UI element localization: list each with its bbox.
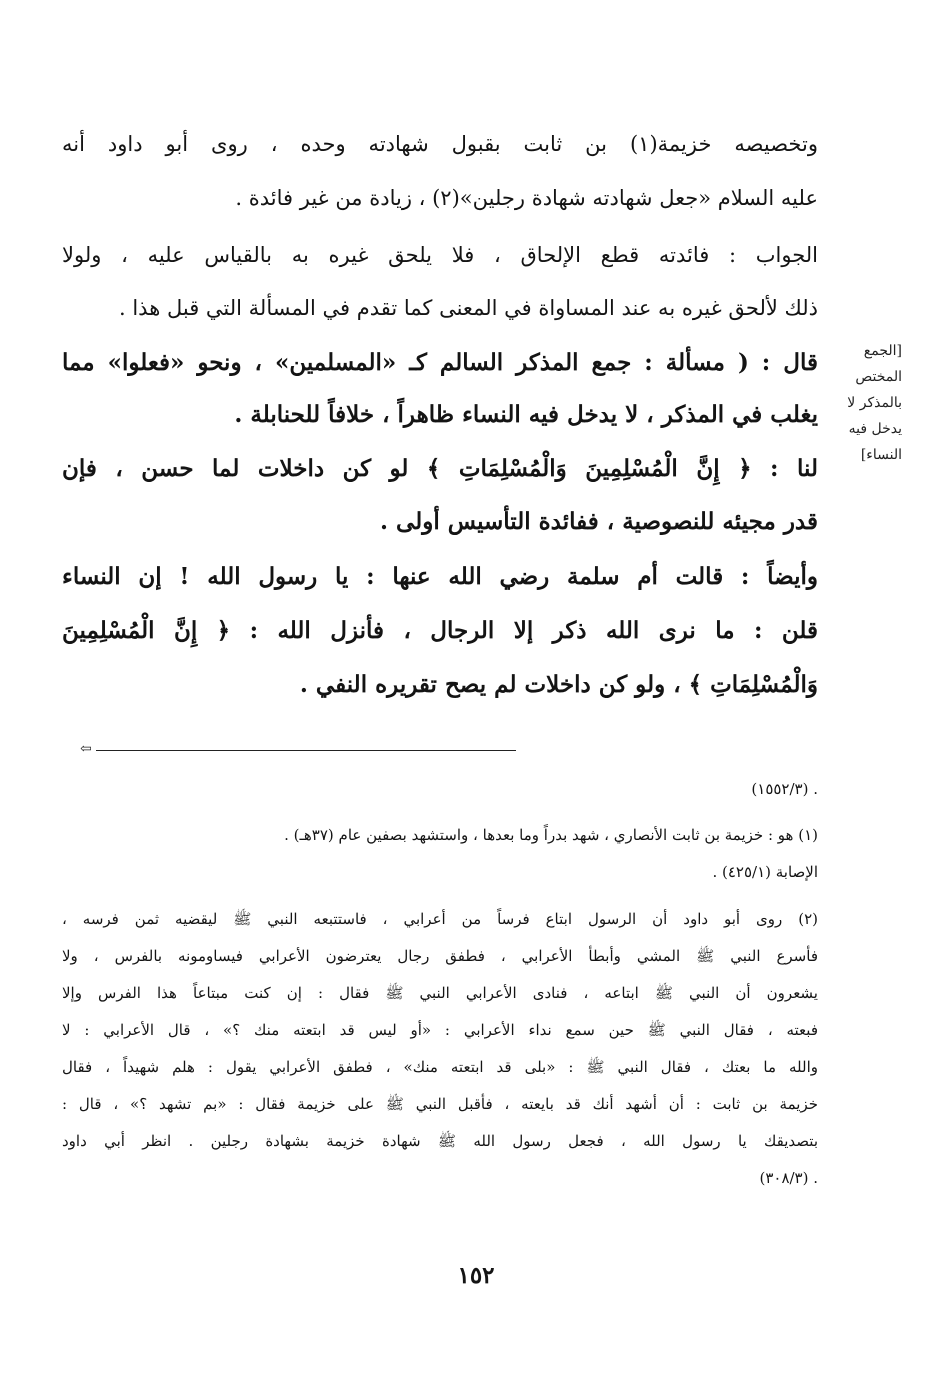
argument-line: وأيضاً : قالت أم سلمة رضي الله عنها : يا رسول الله ! إن النساء [62, 563, 818, 590]
margin-note-line: [الجمع [863, 343, 902, 359]
body-line: ذلك لألحق غيره به عند المساواة في المعنى كما تقدم في المسألة التي قبل هذا . [119, 296, 818, 320]
body-line: عليه السلام «جعل شهادته شهادة رجلين»(٢) ، زيادة من غير فائدة . [235, 186, 818, 210]
footnote-line: والله ما بعتك ، فقال النبي ﷺ : «بلى قد ابتعته منك» ، فطفق الأعرابي يقول : هلم شهيداً ، فقال [62, 1058, 818, 1076]
argument-line: قلن : ما نرى الله ذكر إلا الرجال ، فأنزل الله : ﴿ إِنَّ الْمُسْلِمِينَ [62, 617, 818, 644]
body-line: الجواب : فائدته قطع الإلحاق ، فلا يلحق غيره به بالقياس عليه ، ولولا [62, 243, 818, 267]
footnote-line: (١) هو : خزيمة بن ثابت الأنصاري ، شهد بدراً وما بعدها ، واستشهد بصفين عام (٣٧هـ) . [284, 826, 818, 844]
footnote-line: خزيمة بن ثابت : أن أشهد أنك قد بايعته ، فأقبل النبي ﷺ على خزيمة فقال : «بم تشهد ؟» ، قال : [62, 1095, 818, 1113]
footnote-line: . (١٥٥٢/٣) [751, 780, 818, 798]
footnote-separator [96, 750, 516, 751]
footnote-line: . (٣٠٨/٣) [759, 1169, 818, 1187]
footnote-line: بتصديقك يا رسول الله ، فجعل رسول الله ﷺ شهادة خزيمة بشهادة رجلين . انظر أبي داود [62, 1132, 818, 1150]
page-number: ١٥٢ [457, 1262, 495, 1289]
quote-line: قال : ( مسألة : جمع المذكر السالم كـ «المسلمين» ، ونحو «فعلوا» مما [62, 349, 818, 376]
argument-line: قدر مجيئه للنصوصية ، ففائدة التأسيس أولى . [380, 508, 818, 535]
quote-line: يغلب في المذكر ، لا يدخل فيه النساء ظاهراً ، خلافاً للحنابلة . [234, 401, 818, 428]
footnote-line: فبعته ، فقال النبي ﷺ حين سمع نداء الأعرابي : «أو ليس قد ابتعته منك ؟» ، قال الأعرابي : لا [62, 1021, 818, 1039]
argument-line: لنا : ﴿ إِنَّ الْمُسْلِمِينَ وَالْمُسْلِمَاتِ ﴾ لو كن داخلات لما حسن ، فإن [62, 455, 818, 482]
margin-note-line: المختص [855, 369, 902, 385]
separator-arrow-icon: ⇦ [80, 741, 92, 757]
margin-note-line: بالمذكر لا [847, 395, 902, 411]
margin-note-line: النساء] [860, 447, 902, 463]
footnote-line: يشعرون أن النبي ﷺ ابتاعه ، فنادى الأعرابي النبي ﷺ فقال : إن كنت مبتاعاً هذا الفرس وإلا [62, 984, 818, 1002]
margin-note-line: يدخل فيه [848, 421, 902, 437]
margin-note [828, 338, 902, 468]
footnote-line: فأسرع النبي ﷺ المشي وأبطأ الأعرابي ، فطفق رجال يعترضون الأعرابي فيساومونه بالفرس ، ولا [62, 947, 818, 965]
footnote-line: الإصابة (٤٢٥/١) . [712, 863, 818, 881]
footnote-line: (٢) روى أبو داود أن الرسول ابتاع فرساً من أعرابي ، فاستتبعه النبي ﷺ ليقضيه ثمن فرسه ، [62, 910, 818, 928]
body-line: وتخصيصه خزيمة(١) بن ثابت بقبول شهادته وحده ، روى أبو داود أنه [62, 132, 818, 156]
argument-line: وَالْمُسْلِمَاتِ ﴾ ، ولو كن داخلات لم يصح تقريره النفي . [299, 671, 818, 698]
